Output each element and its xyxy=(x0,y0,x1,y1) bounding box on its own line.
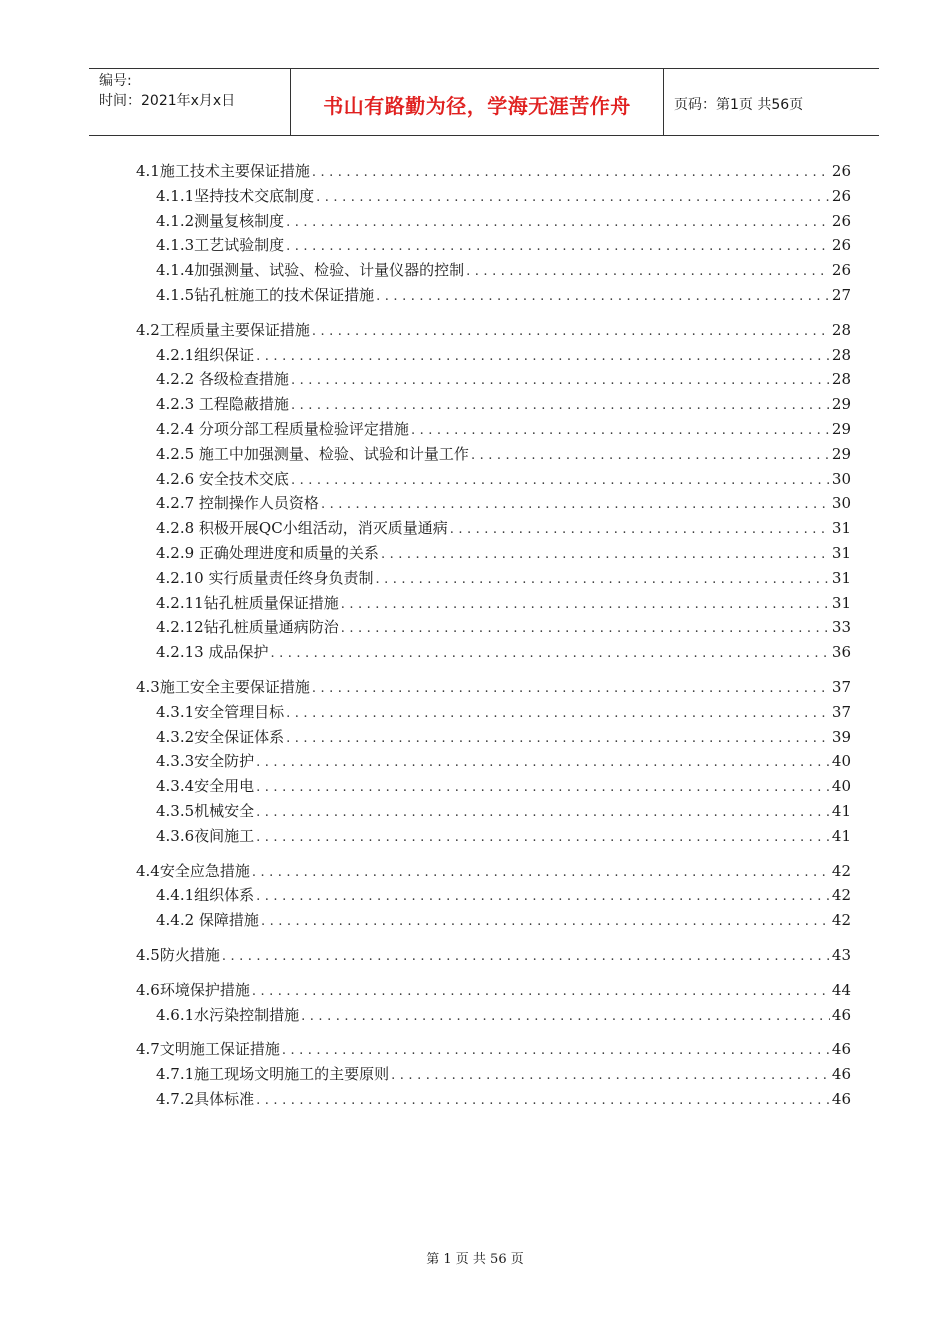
toc-section xyxy=(136,160,851,309)
toc-entry-title: 4.3施工安全主要保证措施 xyxy=(136,677,310,696)
toc-dot-leader xyxy=(321,497,830,512)
toc-dot-leader xyxy=(291,398,830,413)
toc-entry-page: 28 xyxy=(831,345,851,364)
toc-entry-title: 4.1.1坚持技术交底制度 xyxy=(156,186,315,205)
toc-entry-page: 29 xyxy=(831,419,851,438)
toc-entry-title: 4.2.9 正确处理进度和质量的关系 xyxy=(156,543,379,562)
header-page-info-cell xyxy=(664,69,879,135)
toc-entry-page: 31 xyxy=(831,519,851,538)
toc-entry-page: 46 xyxy=(831,1089,851,1108)
toc-dot-leader xyxy=(381,547,830,562)
toc-entry-title: 4.7.1施工现场文明施工的主要原则 xyxy=(156,1065,390,1084)
toc-entry-title: 4.3.2安全保证体系 xyxy=(156,727,285,746)
toc-entry-page: 30 xyxy=(831,469,851,488)
toc-entry-section[interactable] xyxy=(136,1038,851,1063)
toc-dot-leader xyxy=(471,448,830,463)
toc-entry-subsection[interactable] xyxy=(136,1063,851,1088)
document-number-label: 编号: xyxy=(99,73,132,89)
toc-dot-leader xyxy=(256,780,830,795)
toc-entry-title: 4.1.4加强测量、试验、检验、计量仪器的控制 xyxy=(156,261,465,280)
toc-entry-page: 36 xyxy=(831,643,851,662)
toc-entry-title: 4.3.4安全用电 xyxy=(156,777,255,796)
toc-dot-leader xyxy=(286,215,830,230)
toc-section xyxy=(136,979,851,1029)
toc-entry-page: 29 xyxy=(831,395,851,414)
header-motto: 书山有路勤为径，学海无涯苦作舟 xyxy=(323,93,631,118)
footer-page-number: 第 1 页 共 56 页 xyxy=(426,1252,524,1267)
toc-entry-title: 4.2.4 分项分部工程质量检验评定措施 xyxy=(156,419,409,438)
toc-entry-page: 27 xyxy=(831,285,851,304)
toc-entry-page: 31 xyxy=(831,543,851,562)
toc-entry-page: 42 xyxy=(831,861,851,880)
toc-entry-subsection[interactable] xyxy=(136,909,851,934)
toc-section xyxy=(136,676,851,850)
toc-dot-leader xyxy=(282,1043,830,1058)
toc-entry-page: 26 xyxy=(831,186,851,205)
toc-dot-leader xyxy=(291,373,830,388)
toc-dot-leader xyxy=(286,239,830,254)
toc-entry-page: 41 xyxy=(831,826,851,845)
toc-entry-page: 41 xyxy=(831,801,851,820)
toc-entry-page: 26 xyxy=(831,162,851,180)
toc-section xyxy=(136,944,851,969)
toc-dot-leader xyxy=(376,289,830,304)
toc-entry-subsection[interactable] xyxy=(136,641,851,666)
toc-entry-title: 4.4安全应急措施 xyxy=(136,861,250,880)
toc-dot-leader xyxy=(312,324,830,339)
toc-entry-subsection[interactable] xyxy=(136,468,851,493)
toc-entry-page: 44 xyxy=(831,980,851,999)
toc-entry-subsection[interactable] xyxy=(136,259,851,284)
toc-dot-leader xyxy=(316,190,830,205)
toc-dot-leader xyxy=(312,681,830,696)
toc-section xyxy=(136,860,851,934)
toc-entry-subsection[interactable] xyxy=(136,517,851,542)
toc-entry-subsection[interactable] xyxy=(136,726,851,751)
toc-entry-subsection[interactable] xyxy=(136,185,851,210)
toc-entry-page: 31 xyxy=(831,568,851,587)
toc-entry-subsection[interactable] xyxy=(136,542,851,567)
toc-dot-leader xyxy=(391,1068,830,1083)
toc-dot-leader xyxy=(312,165,830,180)
page-footer xyxy=(0,1248,950,1267)
toc-dot-leader xyxy=(286,731,830,746)
toc-entry-title: 4.2.7 控制操作人员资格 xyxy=(156,494,319,513)
toc-dot-leader xyxy=(222,949,830,964)
toc-entry-page: 29 xyxy=(831,444,851,463)
toc-entry-subsection[interactable] xyxy=(136,750,851,775)
toc-dot-leader xyxy=(291,473,830,488)
toc-entry-title: 4.5防火措施 xyxy=(136,945,220,964)
toc-entry-title: 4.4.1组织体系 xyxy=(156,886,255,905)
toc-entry-page: 30 xyxy=(831,494,851,513)
toc-dot-leader xyxy=(256,1093,830,1108)
toc-entry-title: 4.4.2 保障措施 xyxy=(156,911,259,930)
document-time-label: 时间：2021年x月x日 xyxy=(99,93,236,109)
toc-entry-section[interactable] xyxy=(136,979,851,1004)
toc-entry-page: 37 xyxy=(831,677,851,696)
toc-entry-subsection[interactable] xyxy=(136,775,851,800)
toc-entry-page: 46 xyxy=(831,1040,851,1059)
toc-entry-subsection[interactable] xyxy=(136,616,851,641)
toc-entry-subsection[interactable] xyxy=(136,418,851,443)
toc-entry-page: 28 xyxy=(831,320,851,339)
toc-entry-page: 40 xyxy=(831,777,851,796)
toc-entry-title: 4.1施工技术主要保证措施 xyxy=(136,162,310,180)
toc-entry-subsection[interactable] xyxy=(136,210,851,235)
toc-dot-leader xyxy=(450,522,830,537)
toc-entry-subsection[interactable] xyxy=(136,567,851,592)
toc-dot-leader xyxy=(341,621,830,636)
toc-entry-subsection[interactable] xyxy=(136,884,851,909)
page-header xyxy=(89,68,879,136)
toc-entry-title: 4.3.1安全管理目标 xyxy=(156,702,285,721)
toc-entry-title: 4.6.1水污染控制措施 xyxy=(156,1005,300,1024)
toc-entry-page: 46 xyxy=(831,1005,851,1024)
header-motto-cell xyxy=(291,69,664,135)
toc-entry-section[interactable] xyxy=(136,944,851,969)
toc-entry-page: 42 xyxy=(831,911,851,930)
toc-dot-leader xyxy=(256,755,830,770)
toc-dot-leader xyxy=(252,984,830,999)
toc-entry-title: 4.2.5 施工中加强测量、检验、试验和计量工作 xyxy=(156,444,469,463)
toc-entry-title: 4.2.13 成品保护 xyxy=(156,643,269,662)
toc-dot-leader xyxy=(256,830,830,845)
toc-entry-title: 4.3.6夜间施工 xyxy=(156,826,255,845)
toc-entry-title: 4.3.3安全防护 xyxy=(156,752,255,771)
toc-dot-leader xyxy=(256,349,830,364)
toc-entry-page: 39 xyxy=(831,727,851,746)
toc-entry-page: 31 xyxy=(831,593,851,612)
toc-entry-subsection[interactable] xyxy=(136,1004,851,1029)
toc-entry-subsection[interactable] xyxy=(136,344,851,369)
toc-entry-title: 4.1.5钻孔桩施工的技术保证措施 xyxy=(156,285,375,304)
toc-entry-section[interactable] xyxy=(136,160,851,185)
toc-entry-title: 4.2.12钻孔桩质量通病防治 xyxy=(156,618,339,637)
toc-dot-leader xyxy=(286,706,830,721)
toc-dot-leader xyxy=(252,865,830,880)
toc-dot-leader xyxy=(270,646,829,661)
toc-dot-leader xyxy=(411,423,830,438)
toc-entry-subsection[interactable] xyxy=(136,592,851,617)
toc-entry-title: 4.2.3 工程隐蔽措施 xyxy=(156,395,289,414)
toc-section xyxy=(136,1038,851,1112)
toc-entry-title: 4.7文明施工保证措施 xyxy=(136,1040,280,1059)
toc-entry-title: 4.7.2具体标准 xyxy=(156,1089,255,1108)
header-page-info: 页码：第1页 共56页 xyxy=(674,97,804,113)
toc-dot-leader xyxy=(256,805,830,820)
table-of-contents xyxy=(136,160,851,1123)
toc-entry-page: 26 xyxy=(831,261,851,280)
toc-dot-leader xyxy=(301,1009,830,1024)
toc-entry-page: 46 xyxy=(831,1065,851,1084)
toc-entry-subsection[interactable] xyxy=(136,701,851,726)
toc-entry-subsection[interactable] xyxy=(136,284,851,309)
toc-entry-subsection[interactable] xyxy=(136,443,851,468)
toc-entry-title: 4.2.2 各级检查措施 xyxy=(156,370,289,389)
toc-entry-page: 33 xyxy=(831,618,851,637)
toc-entry-subsection[interactable] xyxy=(136,234,851,259)
toc-entry-title: 4.2.8 积极开展QC小组活动，消灭质量通病 xyxy=(156,519,448,538)
toc-entry-title: 4.2.6 安全技术交底 xyxy=(156,469,289,488)
toc-dot-leader xyxy=(375,572,829,587)
toc-entry-title: 4.2.1组织保证 xyxy=(156,345,255,364)
toc-entry-title: 4.2工程质量主要保证措施 xyxy=(136,320,310,339)
toc-entry-subsection[interactable] xyxy=(136,393,851,418)
toc-entry-page: 26 xyxy=(831,211,851,230)
toc-entry-page: 28 xyxy=(831,370,851,389)
header-meta xyxy=(89,69,291,135)
toc-entry-page: 40 xyxy=(831,752,851,771)
toc-dot-leader xyxy=(261,914,830,929)
toc-entry-title: 4.1.2测量复核制度 xyxy=(156,211,285,230)
toc-entry-page: 42 xyxy=(831,886,851,905)
toc-entry-section[interactable] xyxy=(136,319,851,344)
toc-entry-subsection[interactable] xyxy=(136,825,851,850)
toc-entry-page: 37 xyxy=(831,702,851,721)
toc-entry-title: 4.3.5机械安全 xyxy=(156,801,255,820)
toc-entry-title: 4.2.10 实行质量责任终身负责制 xyxy=(156,568,374,587)
toc-entry-section[interactable] xyxy=(136,676,851,701)
toc-entry-title: 4.2.11钻孔桩质量保证措施 xyxy=(156,593,339,612)
toc-entry-title: 4.1.3工艺试验制度 xyxy=(156,236,285,255)
toc-entry-subsection[interactable] xyxy=(136,492,851,517)
toc-dot-leader xyxy=(341,597,830,612)
toc-entry-subsection[interactable] xyxy=(136,800,851,825)
toc-entry-subsection[interactable] xyxy=(136,1088,851,1113)
toc-section xyxy=(136,319,851,666)
toc-entry-subsection[interactable] xyxy=(136,368,851,393)
toc-entry-section[interactable] xyxy=(136,860,851,885)
toc-entry-page: 43 xyxy=(831,945,851,964)
toc-dot-leader xyxy=(466,264,830,279)
toc-dot-leader xyxy=(256,889,830,904)
toc-entry-page: 26 xyxy=(831,236,851,255)
toc-entry-title: 4.6环境保护措施 xyxy=(136,980,250,999)
